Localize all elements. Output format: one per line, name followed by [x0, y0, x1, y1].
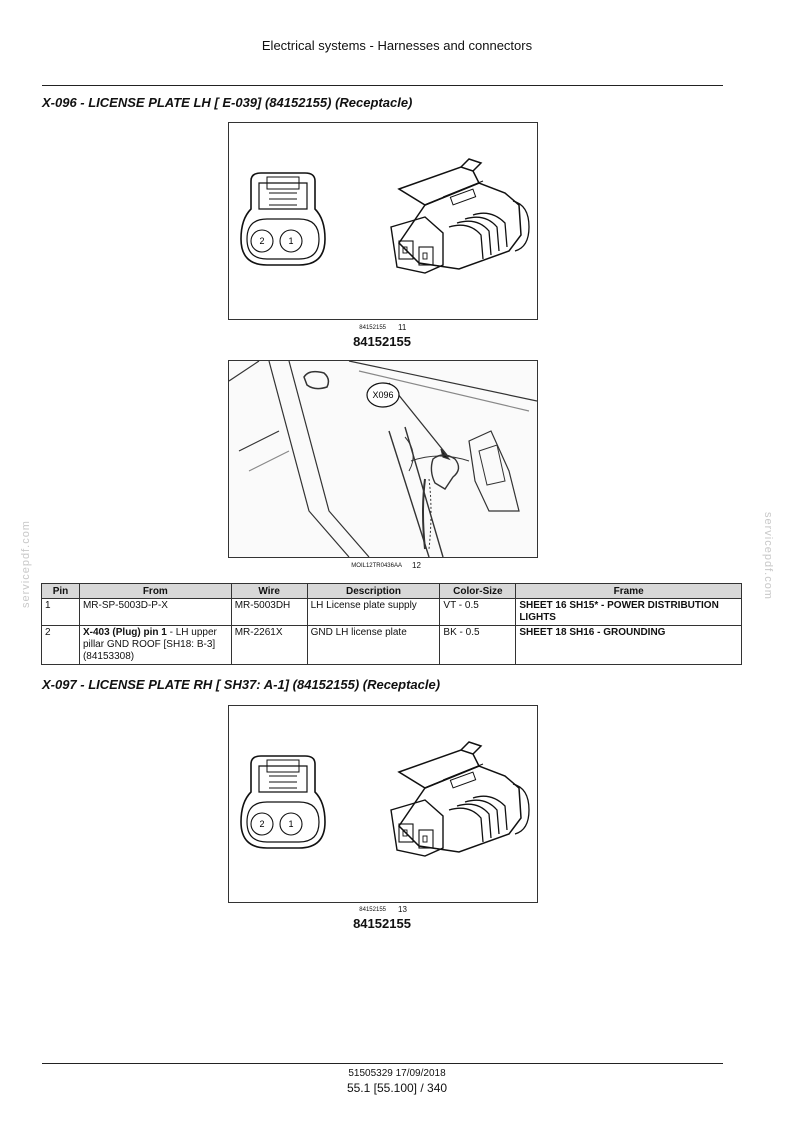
- column-header-frame: Frame: [516, 584, 742, 599]
- watermark-right: servicepdf.com: [762, 512, 774, 600]
- figure-id: 84152155: [359, 907, 386, 913]
- cell-wire: MR-5003DH: [231, 599, 307, 626]
- watermark-left: servicepdf.com: [20, 520, 32, 608]
- cell-color-size: BK - 0.5: [440, 626, 516, 665]
- pin-label-2: 2: [259, 236, 265, 246]
- section-title-x097: X-097 - LICENSE PLATE RH [ SH37: A-1] (84152155) (Receptacle): [42, 677, 441, 692]
- connector-figure-x097: [228, 705, 538, 903]
- part-number: 84152155: [353, 916, 411, 931]
- cell-from: [79, 626, 231, 665]
- connector-drawing: [229, 706, 537, 902]
- figure-number: 13: [398, 905, 407, 914]
- part-number: 84152155: [353, 334, 411, 349]
- table-row: [42, 599, 742, 626]
- cell-pin: 2: [42, 626, 80, 665]
- table-row: [42, 626, 742, 665]
- column-header-description: Description: [307, 584, 440, 599]
- cell-pin: 1: [42, 599, 80, 626]
- cell-from-bold: X-403 (Plug) pin 1: [82, 627, 167, 638]
- section-title-x096: X-096 - LICENSE PLATE LH [ E-039] (84152155) (Receptacle): [42, 95, 413, 110]
- pin-table-x096: [41, 583, 742, 665]
- cell-frame: SHEET 18 SH16 - GROUNDING: [516, 626, 742, 665]
- footer-page-number: 55.1 [55.100] / 340: [346, 1081, 448, 1095]
- column-header-color-size: Color-Size: [440, 584, 516, 599]
- column-header-from: From: [79, 584, 231, 599]
- column-header-pin: Pin: [42, 584, 80, 599]
- figure-number: 11: [398, 323, 407, 332]
- cell-frame: SHEET 16 SH15* - POWER DISTRIBUTION LIGHTS: [516, 599, 742, 626]
- location-figure-id: MOIL12TR0436AA: [351, 563, 402, 569]
- header-rule: [42, 85, 723, 86]
- connector-drawing: [229, 123, 537, 319]
- column-header-wire: Wire: [231, 584, 307, 599]
- footer-doc-id: 51505329 17/09/2018: [348, 1068, 446, 1079]
- table-header-row: [42, 584, 742, 599]
- cell-color-size: VT - 0.5: [440, 599, 516, 626]
- location-figure-x096: [228, 360, 538, 558]
- cell-description: LH License plate supply: [307, 599, 440, 626]
- pin-label-1: 1: [288, 236, 294, 246]
- cell-wire: MR-2261X: [231, 626, 307, 665]
- connector-figure-x096: [228, 122, 538, 320]
- footer-rule: [42, 1063, 723, 1064]
- cell-from-text: - LH upper pillar GND ROOF [SH18: B-3] (84153308): [82, 627, 217, 662]
- cell-description: GND LH license plate: [307, 626, 440, 665]
- pin-label-1: 1: [288, 819, 294, 829]
- location-drawing: [229, 361, 537, 557]
- cell-from: [79, 599, 231, 626]
- pin-label-2: 2: [259, 819, 265, 829]
- location-callout-label: X096: [372, 390, 394, 400]
- figure-id: 84152155: [359, 325, 386, 331]
- cell-from-text: MR-SP-5003D-P-X: [82, 600, 168, 611]
- location-figure-number: 12: [412, 561, 421, 570]
- page-header-title: Electrical systems - Harnesses and connectors: [261, 38, 533, 53]
